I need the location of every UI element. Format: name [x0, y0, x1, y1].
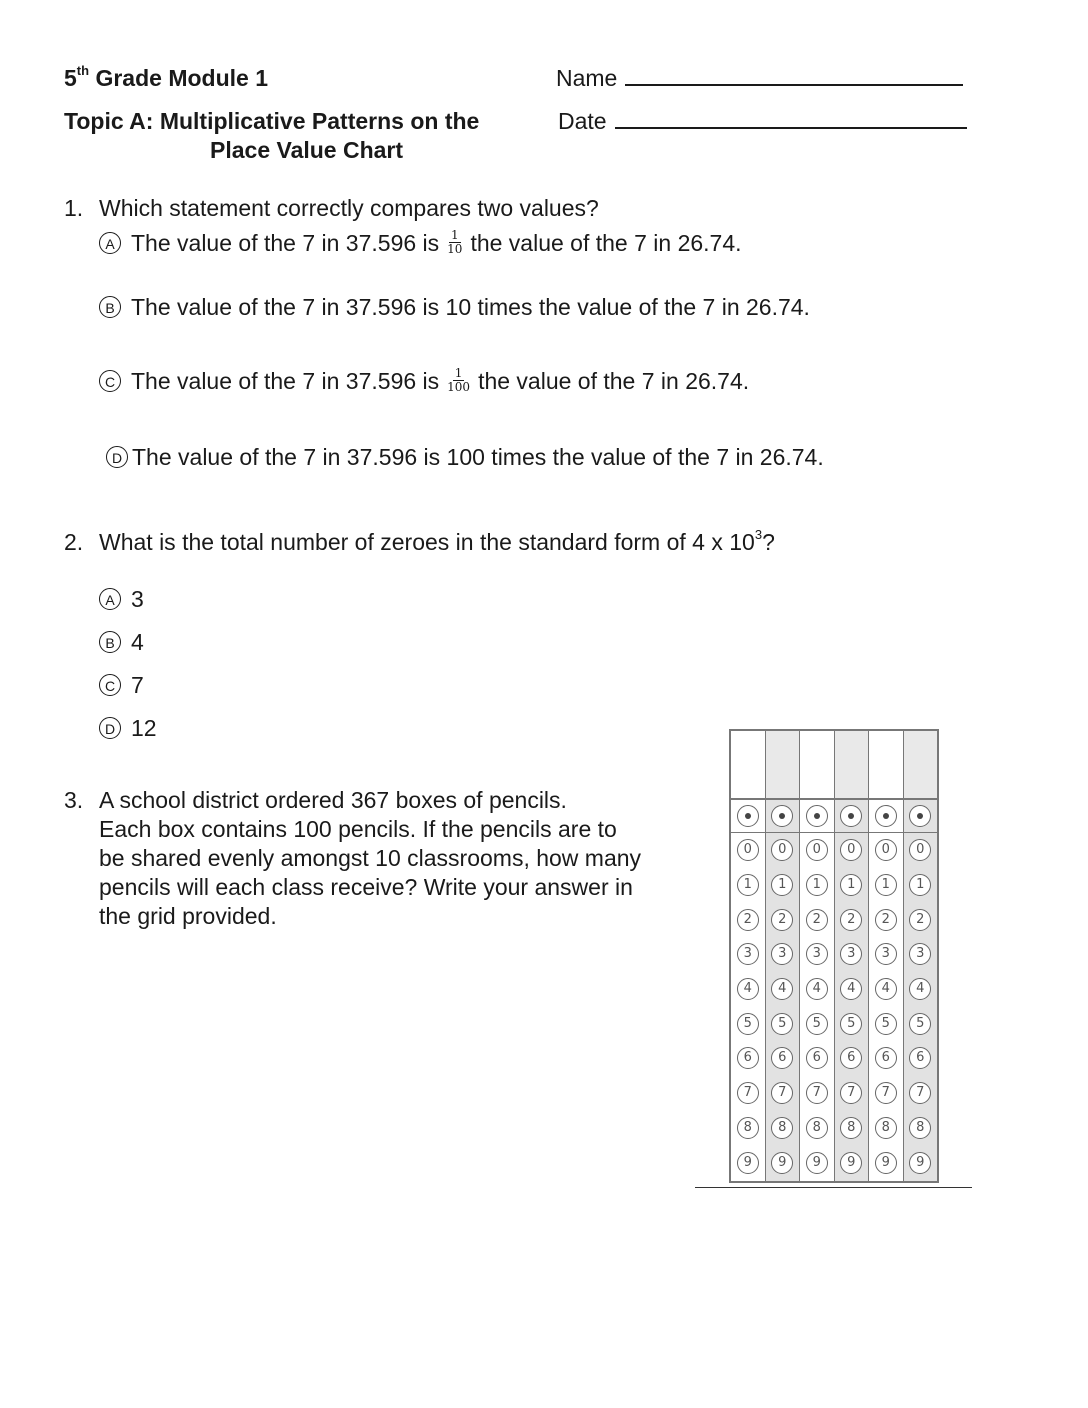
digit-row: [766, 902, 800, 937]
digit-row: [835, 1006, 869, 1041]
question-2-number: 2.: [64, 529, 84, 555]
digit-bubble[interactable]: 1: [840, 874, 862, 896]
digit-row: [869, 972, 903, 1007]
digit-row: [869, 1111, 903, 1146]
digit-row: [731, 902, 765, 937]
digit-bubble[interactable]: 5: [771, 1013, 793, 1035]
digit-row: [800, 937, 834, 972]
option-d-bubble[interactable]: D: [99, 717, 121, 739]
digit-bubble[interactable]: 1: [806, 874, 828, 896]
answer-entry-box[interactable]: [904, 731, 938, 800]
q2-option-c[interactable]: C 7: [99, 671, 144, 699]
date-line[interactable]: [615, 107, 967, 129]
decimal-point-row: [904, 800, 938, 833]
decimal-point-row: [869, 800, 903, 833]
digit-bubble[interactable]: 3: [737, 943, 759, 965]
digit-bubble[interactable]: 3: [771, 943, 793, 965]
grid-column: [835, 731, 870, 1181]
digit-row: [869, 937, 903, 972]
question-2-prompt: What is the total number of zeroes in the standard form of 4 x $10^3$?: [99, 527, 775, 555]
digit-row: [869, 868, 903, 903]
grid-column: [731, 731, 766, 1181]
digit-row: [835, 1111, 869, 1146]
digit-row: [800, 1041, 834, 1076]
digit-row: [904, 1145, 938, 1180]
question-3-line: A school district ordered 367 boxes of pencils.: [99, 787, 567, 813]
digit-bubble[interactable]: 9: [875, 1152, 897, 1174]
digit-bubble[interactable]: 7: [771, 1082, 793, 1104]
decimal-point-row: [835, 800, 869, 833]
digit-bubble[interactable]: 7: [875, 1082, 897, 1104]
digit-bubble[interactable]: 9: [909, 1152, 931, 1174]
decimal-dot-icon: [745, 813, 751, 819]
answer-entry-box[interactable]: [766, 731, 800, 800]
digit-row: [731, 1145, 765, 1180]
digit-row: [731, 1041, 765, 1076]
digit-bubble[interactable]: 3: [806, 943, 828, 965]
question-3-line: the grid provided.: [99, 903, 277, 929]
digit-bubble[interactable]: 1: [737, 874, 759, 896]
answer-entry-box[interactable]: [835, 731, 869, 800]
decimal-dot-icon: [917, 813, 923, 819]
digit-row: [800, 902, 834, 937]
question-3-line: Each box contains 100 pencils. If the pencils are to: [99, 816, 617, 842]
digit-row: [904, 937, 938, 972]
digit-row: [904, 1006, 938, 1041]
digit-bubble[interactable]: 0: [909, 839, 931, 861]
decimal-dot-icon: [848, 813, 854, 819]
name-field[interactable]: [556, 64, 963, 92]
digit-bubble[interactable]: 6: [875, 1047, 897, 1069]
q2-option-a[interactable]: A 3: [99, 585, 144, 613]
digit-bubble[interactable]: 0: [737, 839, 759, 861]
digit-row: [731, 868, 765, 903]
digit-row: [731, 833, 765, 868]
topic-title-line1: Topic A: Multiplicative Patterns on the: [64, 108, 480, 134]
digit-row: [869, 1076, 903, 1111]
question-3-line: be shared evenly amongst 10 classrooms, how many: [99, 845, 642, 871]
question-1-prompt: Which statement correctly compares two values?: [99, 195, 599, 221]
digit-row: [731, 1076, 765, 1111]
digit-bubble[interactable]: 6: [909, 1047, 931, 1069]
digit-row: [904, 1041, 938, 1076]
digit-row: [835, 972, 869, 1007]
digit-bubble[interactable]: 9: [806, 1152, 828, 1174]
digit-bubble[interactable]: 0: [840, 839, 862, 861]
digit-row: [869, 1041, 903, 1076]
digit-bubble[interactable]: 1: [909, 874, 931, 896]
module-title: 5th Grade Module 1: [64, 63, 269, 91]
decimal-point-bubble[interactable]: [806, 805, 828, 827]
digit-row: [766, 1076, 800, 1111]
digit-row: [800, 1111, 834, 1146]
digit-row: [800, 833, 834, 868]
answer-entry-box[interactable]: [731, 731, 765, 800]
digit-row: [904, 833, 938, 868]
digit-bubble[interactable]: 4: [875, 978, 897, 1000]
q2-option-d[interactable]: D 12: [99, 714, 157, 742]
digit-bubble[interactable]: 0: [806, 839, 828, 861]
digit-row: [800, 1145, 834, 1180]
digit-bubble[interactable]: 7: [806, 1082, 828, 1104]
digit-row: [904, 972, 938, 1007]
digit-bubble[interactable]: 6: [737, 1047, 759, 1069]
fraction-one-hundredth: $\frac{1}{100}$: [447, 366, 471, 395]
option-a-bubble[interactable]: A: [99, 588, 121, 610]
digit-row: [766, 972, 800, 1007]
digit-bubble[interactable]: 8: [875, 1117, 897, 1139]
digit-bubble[interactable]: 5: [909, 1013, 931, 1035]
decimal-dot-icon: [883, 813, 889, 819]
decimal-point-row: [731, 800, 765, 833]
digit-row: [904, 868, 938, 903]
answer-grid: [729, 729, 939, 1183]
answer-entry-box[interactable]: [800, 731, 834, 800]
digit-bubble[interactable]: 8: [771, 1117, 793, 1139]
q1-option-a[interactable]: A The value of the 7 in 37.596 is $\frac{1}{10}$ the value of the 7 in 26.74.: [99, 229, 742, 258]
digit-bubble[interactable]: 6: [840, 1047, 862, 1069]
digit-row: [731, 972, 765, 1007]
digit-bubble[interactable]: 2: [840, 909, 862, 931]
option-b-bubble[interactable]: B: [99, 296, 121, 318]
digit-bubble[interactable]: 2: [737, 909, 759, 931]
digit-bubble[interactable]: 4: [840, 978, 862, 1000]
digit-row: [766, 833, 800, 868]
digit-row: [766, 1111, 800, 1146]
digit-bubble[interactable]: 8: [909, 1117, 931, 1139]
digit-bubble[interactable]: 4: [771, 978, 793, 1000]
decimal-point-bubble[interactable]: [909, 805, 931, 827]
digit-bubble[interactable]: 9: [737, 1152, 759, 1174]
digit-row: [800, 1076, 834, 1111]
digit-bubble[interactable]: 9: [840, 1152, 862, 1174]
digit-bubble[interactable]: 0: [875, 839, 897, 861]
digit-bubble[interactable]: 2: [771, 909, 793, 931]
digit-row: [904, 1076, 938, 1111]
digit-row: [835, 1145, 869, 1180]
digit-row: [904, 902, 938, 937]
fraction-one-tenth: $\frac{1}{10}$: [447, 228, 463, 257]
digit-bubble[interactable]: 3: [840, 943, 862, 965]
digit-row: [869, 833, 903, 868]
decimal-point-bubble[interactable]: [771, 805, 793, 827]
digit-bubble[interactable]: 0: [771, 839, 793, 861]
digit-row: [835, 1041, 869, 1076]
name-line[interactable]: [625, 64, 963, 86]
option-b-bubble[interactable]: B: [99, 631, 121, 653]
digit-row: [766, 937, 800, 972]
digit-bubble[interactable]: 6: [771, 1047, 793, 1069]
grid-column: [869, 731, 904, 1181]
digit-bubble[interactable]: 8: [737, 1117, 759, 1139]
digit-row: [835, 937, 869, 972]
digit-row: [800, 1006, 834, 1041]
digit-row: [904, 1111, 938, 1146]
q1-option-d[interactable]: D The value of the 7 in 37.596 is 100 times the value of the 7 in 26.74.: [106, 443, 824, 471]
digit-row: [835, 1076, 869, 1111]
digit-row: [766, 1006, 800, 1041]
digit-bubble[interactable]: 2: [806, 909, 828, 931]
grid-column: [800, 731, 835, 1181]
digit-bubble[interactable]: 2: [909, 909, 931, 931]
digit-bubble[interactable]: 9: [771, 1152, 793, 1174]
decimal-point-bubble[interactable]: [840, 805, 862, 827]
digit-bubble[interactable]: 5: [840, 1013, 862, 1035]
digit-row: [835, 833, 869, 868]
option-d-bubble[interactable]: D: [106, 446, 128, 468]
q1-option-b[interactable]: B The value of the 7 in 37.596 is 10 times the value of the 7 in 26.74.: [99, 293, 810, 321]
answer-entry-box[interactable]: [869, 731, 903, 800]
digit-bubble[interactable]: 5: [806, 1013, 828, 1035]
digit-bubble[interactable]: 5: [737, 1013, 759, 1035]
digit-bubble[interactable]: 7: [737, 1082, 759, 1104]
decimal-point-bubble[interactable]: [737, 805, 759, 827]
decimal-point-row: [800, 800, 834, 833]
question-3-line: pencils will each class receive? Write your answer in: [99, 874, 633, 900]
date-field[interactable]: [558, 107, 967, 135]
grid-column: [766, 731, 801, 1181]
option-c-bubble[interactable]: C: [99, 370, 121, 392]
q1-option-c[interactable]: C The value of the 7 in 37.596 is $\frac{1}{100}$ the value of the 7 in 26.74.: [99, 367, 749, 396]
decimal-dot-icon: [779, 813, 785, 819]
digit-bubble[interactable]: 7: [840, 1082, 862, 1104]
digit-bubble[interactable]: 7: [909, 1082, 931, 1104]
topic-title-line2: Place Value Chart: [210, 137, 404, 163]
decimal-dot-icon: [814, 813, 820, 819]
digit-bubble[interactable]: 4: [737, 978, 759, 1000]
question-3-prompt: [99, 786, 641, 931]
digit-row: [869, 1145, 903, 1180]
digit-bubble[interactable]: 3: [875, 943, 897, 965]
digit-row: [869, 902, 903, 937]
digit-bubble[interactable]: 2: [875, 909, 897, 931]
digit-row: [869, 1006, 903, 1041]
digit-bubble[interactable]: 8: [840, 1117, 862, 1139]
digit-bubble[interactable]: 5: [875, 1013, 897, 1035]
digit-row: [731, 1111, 765, 1146]
digit-bubble[interactable]: 4: [909, 978, 931, 1000]
option-c-bubble[interactable]: C: [99, 674, 121, 696]
digit-bubble[interactable]: 6: [806, 1047, 828, 1069]
option-a-bubble[interactable]: A: [99, 232, 121, 254]
digit-row: [766, 868, 800, 903]
decimal-point-bubble[interactable]: [875, 805, 897, 827]
digit-bubble[interactable]: 3: [909, 943, 931, 965]
digit-row: [835, 868, 869, 903]
digit-row: [766, 1145, 800, 1180]
digit-row: [800, 972, 834, 1007]
date-label: Date: [558, 108, 607, 134]
digit-bubble[interactable]: 1: [875, 874, 897, 896]
digit-row: [766, 1041, 800, 1076]
digit-row: [835, 902, 869, 937]
grid-column: [904, 731, 938, 1181]
digit-row: [800, 868, 834, 903]
digit-row: [731, 937, 765, 972]
digit-bubble[interactable]: 4: [806, 978, 828, 1000]
digit-bubble[interactable]: 8: [806, 1117, 828, 1139]
answer-grid-baseline: [695, 1187, 972, 1188]
digit-bubble[interactable]: 1: [771, 874, 793, 896]
q2-option-b[interactable]: B 4: [99, 628, 144, 656]
name-label: Name: [556, 65, 618, 91]
decimal-point-row: [766, 800, 800, 833]
question-1-number: 1.: [64, 195, 84, 221]
question-3-number: 3.: [64, 787, 84, 813]
digit-row: [731, 1006, 765, 1041]
